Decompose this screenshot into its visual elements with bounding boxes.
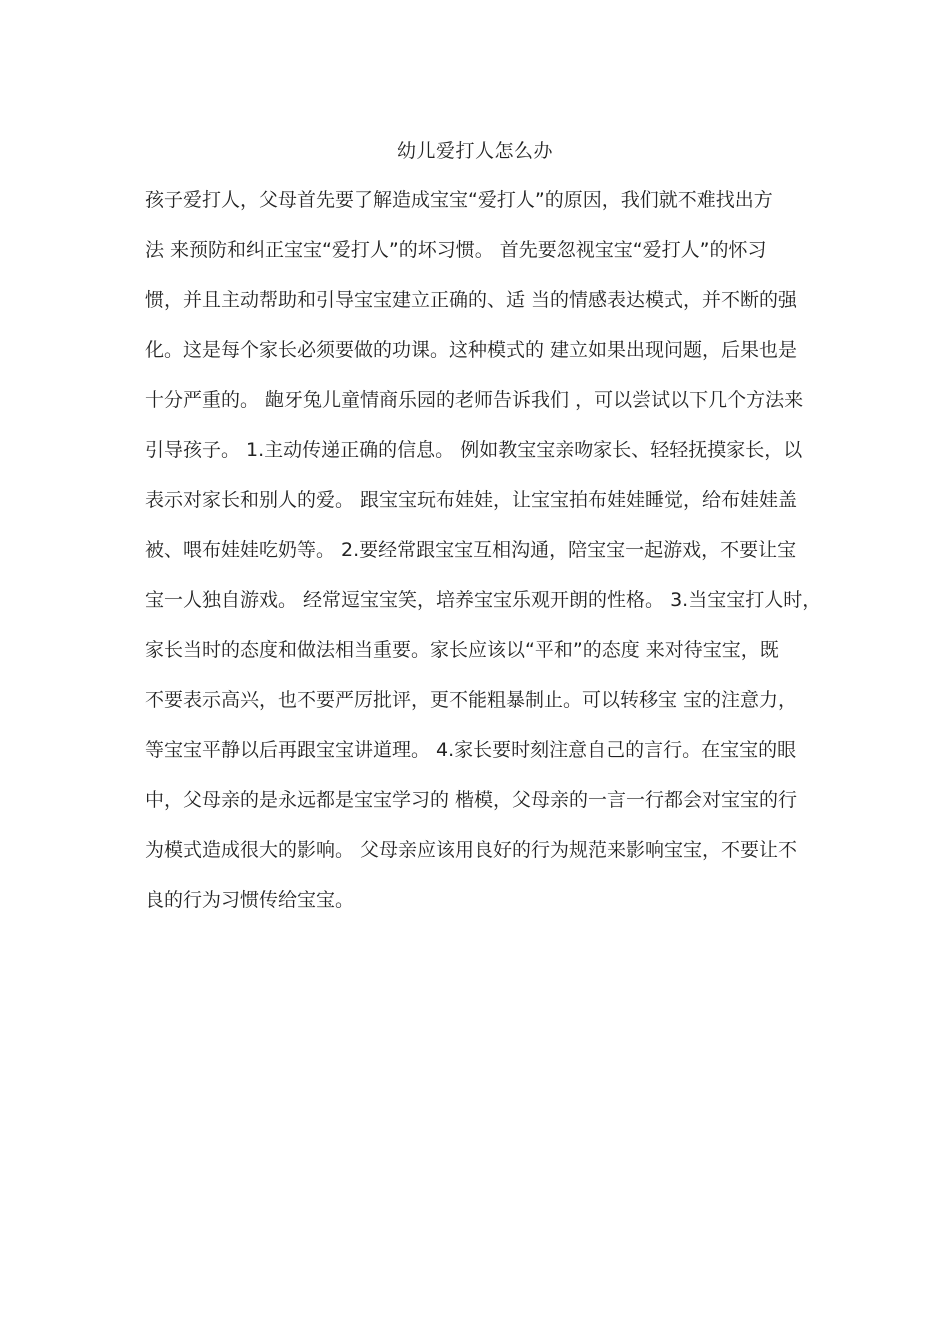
body-line: 宝一人独自游戏。 经常逗宝宝笑，培养宝宝乐观开朗的性格。 3.当宝宝打人时， — [145, 589, 822, 611]
body-line: 惯，并且主动帮助和引导宝宝建立正确的、适 当的情感表达模式，并不断的强 — [145, 289, 798, 311]
body-line: 等宝宝平静以后再跟宝宝讲道理。 4.家长要时刻注意自己的言行。在宝宝的眼 — [145, 739, 797, 761]
body-line: 十分严重的。 龅牙兔儿童情商乐园的老师告诉我们 ，可以尝试以下几个方法来 — [145, 389, 804, 411]
body-line: 为模式造成很大的影响。 父母亲应该用良好的行为规范来影响宝宝，不要让不 — [145, 839, 798, 861]
body-line: 家长当时的态度和做法相当重要。家长应该以“平和”的态度 来对待宝宝，既 — [145, 639, 779, 661]
body-line: 被、喂布娃娃吃奶等。 2.要经常跟宝宝互相沟通，陪宝宝一起游戏，不要让宝 — [145, 539, 797, 561]
document-body — [145, 185, 822, 935]
body-line: 表示对家长和别人的爱。 跟宝宝玩布娃娃，让宝宝拍布娃娃睡觉，给布娃娃盖 — [145, 489, 798, 511]
document-title: 幼儿爱打人怎么办 — [396, 140, 553, 162]
body-line: 化。这是每个家长必须要做的功课。这种模式的 建立如果出现问题，后果也是 — [145, 339, 798, 361]
body-line: 良的行为习惯传给宝宝。 — [145, 889, 355, 911]
body-line: 不要表示高兴，也不要严厉批评，更不能粗暴制止。可以转移宝 宝的注意力， — [145, 689, 798, 711]
body-line: 引导孩子。 1.主动传递正确的信息。 例如教宝宝亲吻家长、轻轻抚摸家长，以 — [145, 439, 803, 461]
body-line: 孩子爱打人，父母首先要了解造成宝宝“爱打人”的原因，我们就不难找出方 — [145, 189, 773, 211]
body-line: 中，父母亲的是永远都是宝宝学习的 楷模，父母亲的一言一行都会对宝宝的行 — [145, 789, 798, 811]
body-line: 法 来预防和纠正宝宝“爱打人”的坏习惯。 首先要忽视宝宝“爱打人”的怀习 — [145, 239, 767, 261]
